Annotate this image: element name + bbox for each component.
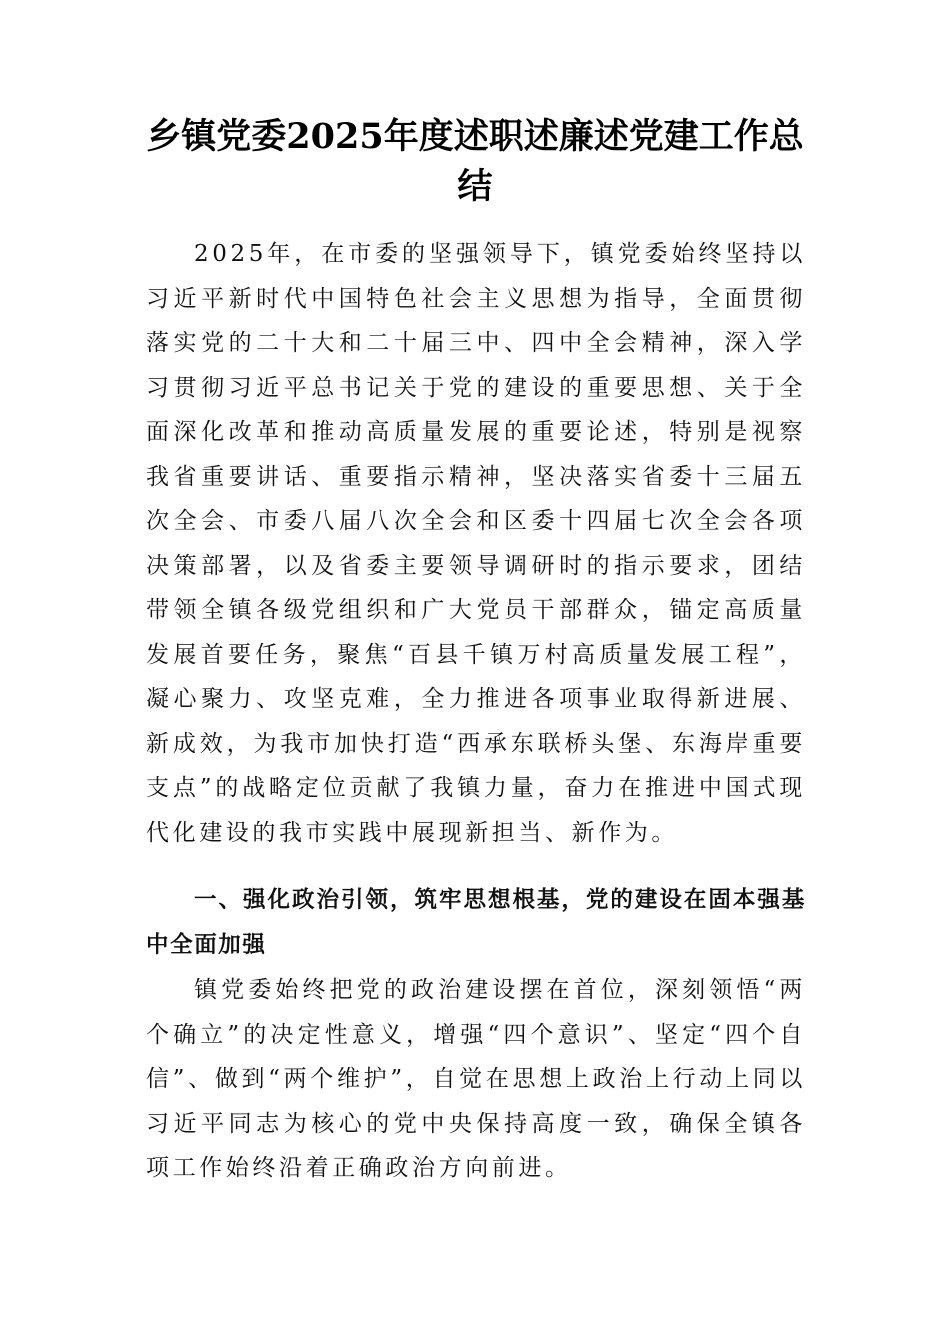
document-title: 乡镇党委2025年度述职述廉述党建工作总结 xyxy=(146,116,804,207)
intro-paragraph: 2025年，在市委的坚强领导下，镇党委始终坚持以习近平新时代中国特色社会主义思想为指导，全面贯彻落实党的二十大和二十届三中、四中全会精神，深入学习贯彻习近平总书记关于党的建设的重要思想、关于全面深化改革和推动高质量发展的重要论述，特别是视察我省重要讲话、重要指示精神，坚决落实省委十三届五次全会、市委八届八次全会和区委十四届七次全会各项决策部署，以及省委主要领导调研时的指示要求，团结带领全镇各级党组织和广大党员干部群众，锚定高质量发展首要任务，聚焦“百县千镇万村高质量发展工程”，凝心聚力、攻坚克难，全力推进各项事业取得新进展、新成效，为我市加快打造“西承东联桥头堡、东海岸重要支点”的战略定位贡献了我镇力量，奋力在推进中国式现代化建设的我市实践中展现新担当、新作为。 xyxy=(146,241,806,846)
section-heading: 一、强化政治引领，筑牢思想根基，党的建设在固本强基中全面加强 xyxy=(146,887,806,958)
section-paragraph: 镇党委始终把党的政治建设摆在首位，深刻领悟“两个确立”的决定性意义，增强“四个意识”、坚定“四个自信”、做到“两个维护”，自觉在思想上政治上行动上同以习近平同志为核心的党中央保持高度一致，确保全镇各项工作始终沿着正确政治方向前进。 xyxy=(146,977,806,1181)
